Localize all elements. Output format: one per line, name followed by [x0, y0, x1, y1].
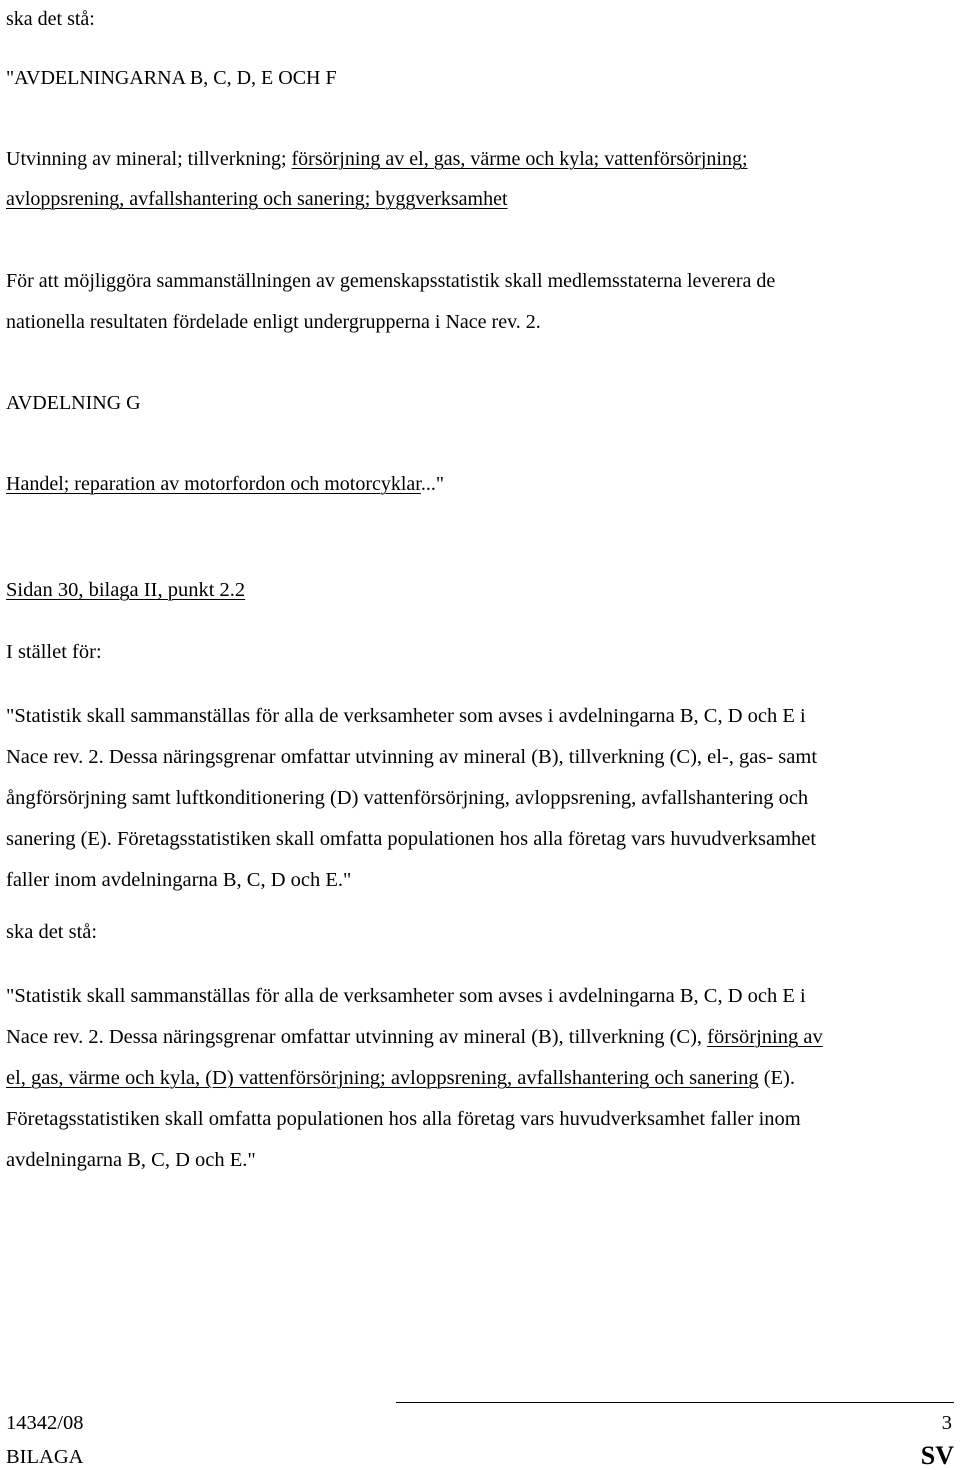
underlined-text: el, gas, värme och kyla, (D) vattenförsörjning; avloppsrening, avfallshantering och sanering: [6, 1067, 759, 1089]
text-run: (E).: [758, 1067, 796, 1089]
annex-label: BILAGA: [6, 1446, 84, 1468]
text-run: ...": [420, 473, 445, 495]
underlined-text: Handel; reparation av motorfordon och motorcyklar: [6, 473, 421, 495]
document-number: 14342/08: [6, 1412, 84, 1434]
paragraph-line: [6, 474, 444, 494]
underlined-text: försörjning av el, gas, värme och kyla; vattenförsörjning;: [291, 148, 748, 170]
new-text-line: Företagsstatistiken skall omfatta populationen hos alla företag vars huvudverksamhet faller inom: [6, 1108, 801, 1130]
new-text-line: avdelningarna B, C, D och E.": [6, 1149, 256, 1171]
new-text-line: [6, 1068, 795, 1089]
paragraph-line-underlined: avloppsrening, avfallshantering och sanering; byggverksamhet: [6, 188, 508, 210]
old-text-line: sanering (E). Företagsstatistiken skall omfatta populationen hos alla företag vars huvudverksamhet: [6, 828, 817, 850]
replace-label: ska det stå:: [6, 921, 98, 943]
paragraph-line: [6, 149, 748, 169]
old-text-line: "Statistik skall sammanställas för alla de verksamheter som avses i avdelningarna B, C, D och E i: [6, 705, 806, 727]
text-run: Nace rev. 2. Dessa näringsgrenar omfattar utvinning av mineral (B), tillverkning (C),: [6, 1026, 708, 1048]
subheading: AVDELNING G: [6, 392, 141, 414]
language-code: SV: [920, 1441, 954, 1470]
old-text-line: ångförsörjning samt luftkonditionering (D) vattenförsörjning, avloppsrening, avfallshantering och: [6, 787, 809, 809]
underlined-text: försörjning av: [707, 1026, 823, 1048]
page-number: 3: [941, 1412, 952, 1434]
page-reference: Sidan 30, bilaga II, punkt 2.2: [6, 579, 246, 601]
replace-label: ska det stå:: [6, 8, 95, 30]
old-text-line: Nace rev. 2. Dessa näringsgrenar omfattar utvinning av mineral (B), tillverkning (C), el-, gas- samt: [6, 746, 818, 768]
text-run: Utvinning av mineral; tillverkning;: [6, 148, 292, 170]
instead-label: I stället för:: [6, 641, 102, 663]
quoted-heading: "AVDELNINGARNA B, C, D, E OCH F: [6, 67, 337, 89]
footer-divider: [396, 1402, 954, 1403]
new-text-line: "Statistik skall sammanställas för alla de verksamheter som avses i avdelningarna B, C, D och E i: [6, 985, 806, 1007]
new-text-line: [6, 1027, 823, 1048]
paragraph-line: För att möjliggöra sammanställningen av gemenskapsstatistik skall medlemsstaterna leverera de: [6, 270, 776, 292]
old-text-line: faller inom avdelningarna B, C, D och E.": [6, 869, 352, 891]
paragraph-line: nationella resultaten fördelade enligt undergrupperna i Nace rev. 2.: [6, 311, 541, 333]
